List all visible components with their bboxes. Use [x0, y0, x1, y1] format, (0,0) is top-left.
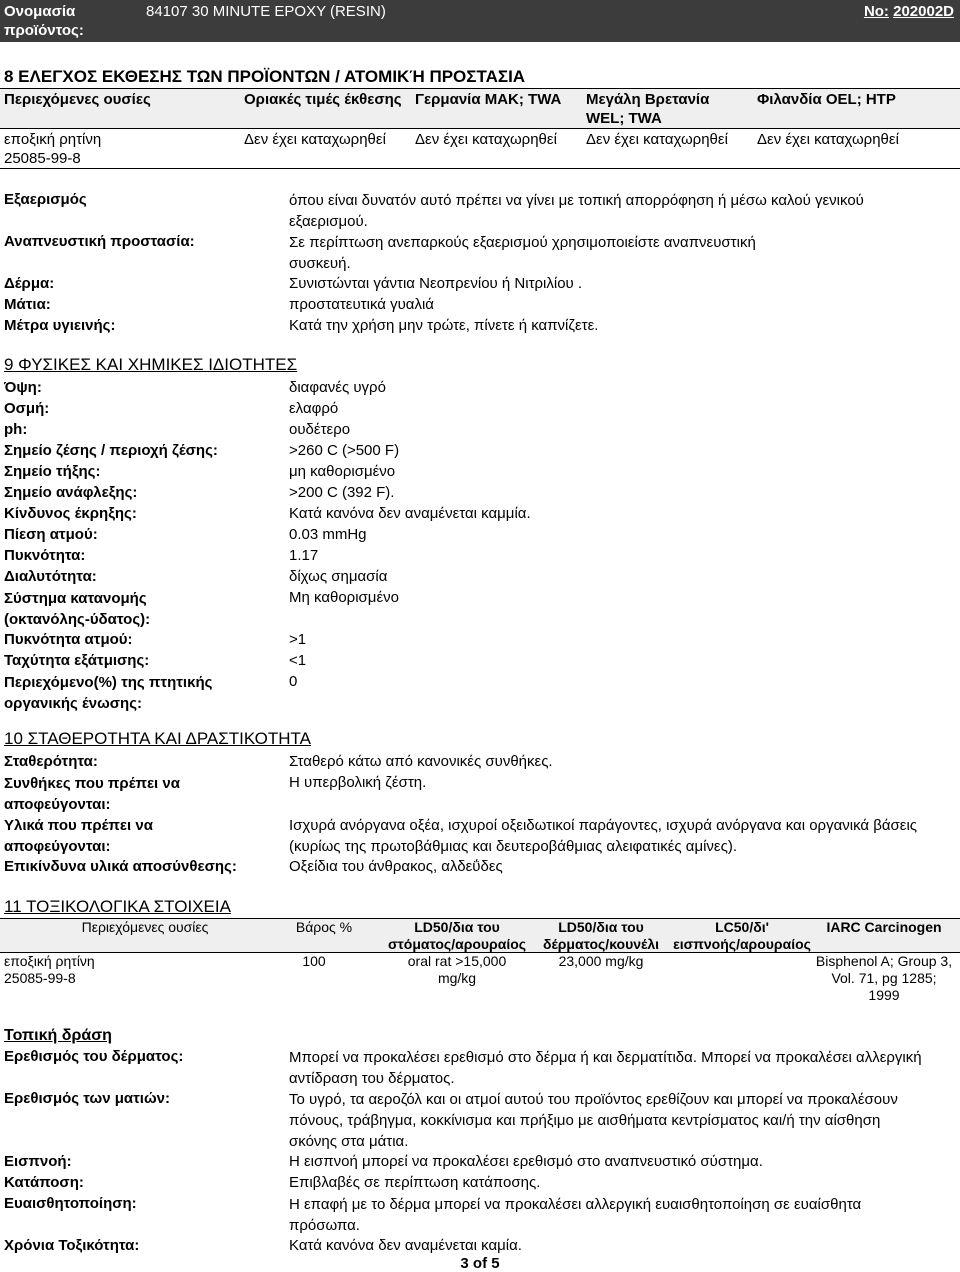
tox-header-oral [382, 919, 532, 953]
product-label [4, 2, 84, 40]
odor-value: ελαφρό [289, 400, 339, 417]
stability-value: Σταθερό κάτω από κανονικές συνθήκες. [289, 753, 553, 770]
stability-label: Σταθερότητα: [4, 753, 98, 770]
voc-content-value: 0 [289, 673, 298, 690]
eyes-value: προστατευτικά γυαλιά [289, 296, 434, 313]
ventilation-label: Εξαερισμός [4, 191, 87, 208]
product-label-line2: προϊόντος: [4, 22, 84, 39]
table-line [0, 128, 960, 129]
boiling-point-label: Σημείο ζέσης / περιοχή ζέσης: [4, 442, 218, 459]
explosion-hazard-value: Κατά κανόνα δεν αναμένεται καμμία. [289, 505, 531, 522]
exposure-header-substances: Περιεχόμενες ουσίες [4, 91, 151, 108]
section-10-title: 10 ΣΤΑΘΕΡΟΤΗΤΑ ΚΑΙ ΔΡΑΣΤΙΚΟΤΗΤΑ [4, 729, 312, 748]
tox-row-iarc-line1: Bisphenol A; Group 3, [815, 953, 953, 969]
ph-label: ph: [4, 421, 28, 438]
materials-to-avoid-value: Ισχυρά ανόργανα οξέα, ισχυροί οξειδωτικοί παράγοντες, ισχυρά ανόργανα και οργανικά βάσεις (κυρίως της πρωτοβάθμιας και δευτεροβάθμιας αλειφατικές αμίνες). [289, 817, 918, 855]
appearance-label: Όψη: [4, 379, 42, 396]
sensitization-label: Ευαισθητοποίηση: [4, 1195, 137, 1212]
conditions-to-avoid-value: Η υπερβολική ζέστη. [289, 774, 427, 791]
respiratory-value: Σε περίπτωση ανεπαρκούς εξαερισμού χρησιμοποιείστε αναπνευστική συσκευή. [289, 234, 756, 272]
chronic-toxicity-value: Κατά κανόνα δεν αναμένεται καμία. [289, 1237, 522, 1254]
substance-name: εποξική ρητίνη [4, 131, 102, 148]
document-number-value: 202002D [893, 3, 954, 20]
solubility-value: δίχως σημασία [289, 568, 388, 585]
melting-point-value: μη καθορισμένο [289, 463, 396, 480]
tox-header-inhalation-line2: εισπνοής/αρουραίος [673, 936, 811, 952]
tox-row-substance [4, 953, 95, 987]
vapor-density-value: >1 [289, 631, 307, 648]
sensitization-value: Η επαφή με το δέρμα μπορεί να προκαλέσει αλλεργική ευαισθητοποίηση σε ευαίσθητα πρόσωπα. [289, 1196, 862, 1234]
section-9-title: 9 ΦΥΣΙΚΕΣ ΚΑΙ ΧΗΜΙΚΕΣ ΙΔΙΟΤΗΤΕΣ [4, 355, 298, 374]
tox-row-dermal: 23,000 mg/kg [558, 953, 644, 969]
flash-point-value: >200 C (392 F). [289, 484, 395, 501]
document-number [864, 2, 954, 22]
eyes-label: Μάτια: [4, 296, 51, 313]
tox-row-oral [382, 953, 532, 987]
tox-row-oral-line2: mg/kg [437, 970, 477, 986]
density-value: 1.17 [289, 547, 319, 564]
tox-row-weight: 100 [302, 953, 326, 969]
partition-coefficient-label: Σύστημα κατανομής (οκτανόλης-ύδατος): [4, 590, 151, 628]
exposure-row-finland: Δεν έχει καταχωρηθεί [757, 131, 899, 148]
tox-header-inhalation-line1: LC50/δι' [715, 919, 769, 935]
inhalation-label: Εισπνοή: [4, 1153, 72, 1170]
tox-row-oral-line1: oral rat >15,000 [407, 953, 507, 969]
exposure-header-limits: Οριακές τιμές έκθεσης [244, 91, 402, 108]
ventilation-value: όπου είναι δυνατόν αυτό πρέπει να γίνει με τοπική απορρόφηση ή μέσω καλού γενικού εξαερισμού. [289, 192, 864, 230]
product-name: 84107 30 MINUTE EPOXY (RESIN) [146, 3, 386, 20]
document-number-label: No: [863, 3, 889, 20]
exposure-header-uk: Μεγάλη Βρετανία WEL; TWA [586, 91, 710, 127]
skin-label: Δέρμα: [4, 275, 55, 292]
explosion-hazard-label: Κίνδυνος έκρηξης: [4, 505, 137, 522]
chronic-toxicity-label: Χρόνια Τοξικότητα: [4, 1237, 140, 1254]
conditions-to-avoid-label: Συνθήκες που πρέπει να αποφεύγονται: [4, 775, 180, 813]
melting-point-label: Σημείο τήξης: [4, 463, 101, 480]
exposure-row-limits: Δεν έχει καταχωρηθεί [244, 131, 386, 148]
evaporation-rate-value: <1 [289, 652, 307, 669]
table-line [0, 88, 960, 89]
vapor-density-label: Πυκνότητα ατμού: [4, 631, 133, 648]
density-label: Πυκνότητα: [4, 547, 86, 564]
materials-to-avoid-label: Υλικά που πρέπει να αποφεύγονται: [4, 817, 153, 855]
skin-irritation-label: Ερεθισμός του δέρματος: [4, 1048, 184, 1065]
tox-row-iarc-line3: 1999 [868, 987, 900, 1003]
hygiene-value: Κατά την χρήση μην τρώτε, πίνετε ή καπνίζετε. [289, 317, 599, 334]
table-line [0, 168, 960, 169]
document-header [0, 0, 960, 42]
evaporation-rate-label: Ταχύτητα εξάτμισης: [4, 652, 150, 669]
skin-irritation-value: Μπορεί να προκαλέσει ερεθισμό στο δέρμα ή και δερματίτιδα. Μπορεί να προκαλέσει αλλεργική αντίδραση του δέρματος. [289, 1049, 922, 1087]
section-11-title: 11 ΤΟΞΙΚΟΛΟΓΙΚΑ ΣΤΟΙΧΕΙΑ [4, 897, 231, 916]
odor-label: Οσμή: [4, 400, 50, 417]
voc-content-label: Περιεχόμενο(%) της πτητικής οργανικής ένωσης: [4, 674, 213, 712]
decomposition-label: Επικίνδυνα υλικά αποσύνθεσης: [4, 858, 237, 875]
skin-value: Συνιστώνται γάντια Νεοπρενίου ή Νιτριλίου . [289, 275, 583, 292]
eye-irritation-value: Το υγρό, τα αεροζόλ και οι ατμοί αυτού του προϊόντος ερεθίζουν και μπορεί να προκαλέσουν πόνους, τράβηγμα, κοκκίνισμα και πρήξιμο με αισθήματα κεντρίσματος και/ή την αίσθηση σκόνης στα μάτια. [289, 1091, 898, 1150]
respiratory-label: Αναπνευστική προστασία: [4, 233, 195, 250]
page-number: 3 of 5 [460, 1255, 500, 1272]
inhalation-value: Η εισπνοή μπορεί να προκαλέσει ερεθισμό στο αναπνευστικό σύστημα. [289, 1153, 763, 1170]
vapor-pressure-label: Πίεση ατμού: [4, 526, 98, 543]
tox-header-oral-line1: LD50/δια του [414, 919, 500, 935]
tox-row-iarc-line2: Vol. 71, pg 1285; [831, 970, 937, 986]
tox-header-iarc: IARC Carcinogen [826, 919, 942, 935]
vapor-pressure-value: 0.03 mmHg [289, 526, 367, 543]
section-8-title: 8 ΕΛΕΓΧΟΣ ΕΚΘΕΣΗΣ ΤΩΝ ΠΡΟΪΟΝΤΩΝ / ΑΤΟΜΙΚΉ ΠΡΟΣΤΑΣΙΑ [4, 67, 526, 86]
tox-row-iarc [810, 953, 958, 1004]
ph-value: ουδέτερο [289, 421, 351, 438]
local-effects-title: Τοπική δράση [4, 1027, 112, 1044]
ingestion-label: Κατάποση: [4, 1174, 84, 1191]
tox-header-substances: Περιεχόμενες ουσίες [81, 919, 209, 935]
tox-header-dermal-line1: LD50/δια του [558, 919, 644, 935]
solubility-label: Διαλυτότητα: [4, 568, 97, 585]
eye-irritation-label: Ερεθισμός των ματιών: [4, 1090, 170, 1107]
exposure-row-germany: Δεν έχει καταχωρηθεί [415, 131, 557, 148]
partition-coefficient-value: Μη καθορισμένο [289, 589, 399, 606]
flash-point-label: Σημείο ανάφλεξης: [4, 484, 138, 501]
ingestion-value: Επιβλαβές σε περίπτωση κατάποσης. [289, 1174, 541, 1191]
tox-header-inhalation [668, 919, 816, 953]
tox-substance-name: εποξική ρητίνη [4, 953, 95, 969]
boiling-point-value: >260 C (>500 F) [289, 442, 400, 459]
tox-header-weight: Βάρος % [295, 919, 353, 935]
substance-cas: 25085-99-8 [4, 150, 81, 167]
exposure-row-uk: Δεν έχει καταχωρηθεί [586, 131, 728, 148]
exposure-row-substance [4, 130, 101, 168]
hygiene-label: Μέτρα υγιεινής: [4, 317, 116, 334]
decomposition-value: Οξείδια του άνθρακος, αλδεΰδες [289, 858, 503, 875]
appearance-value: διαφανές υγρό [289, 379, 386, 396]
tox-header-dermal [536, 919, 666, 953]
tox-header-dermal-line2: δέρματος/κουνέλι [542, 936, 660, 952]
exposure-header-finland: Φιλανδία OEL; HTP [757, 91, 896, 108]
tox-substance-cas: 25085-99-8 [4, 970, 76, 986]
exposure-header-germany: Γερμανία MAK; TWA [415, 91, 562, 108]
tox-header-oral-line2: στόματος/αρουραίος [387, 936, 527, 952]
product-label-line1: Ονομασία [4, 3, 76, 20]
